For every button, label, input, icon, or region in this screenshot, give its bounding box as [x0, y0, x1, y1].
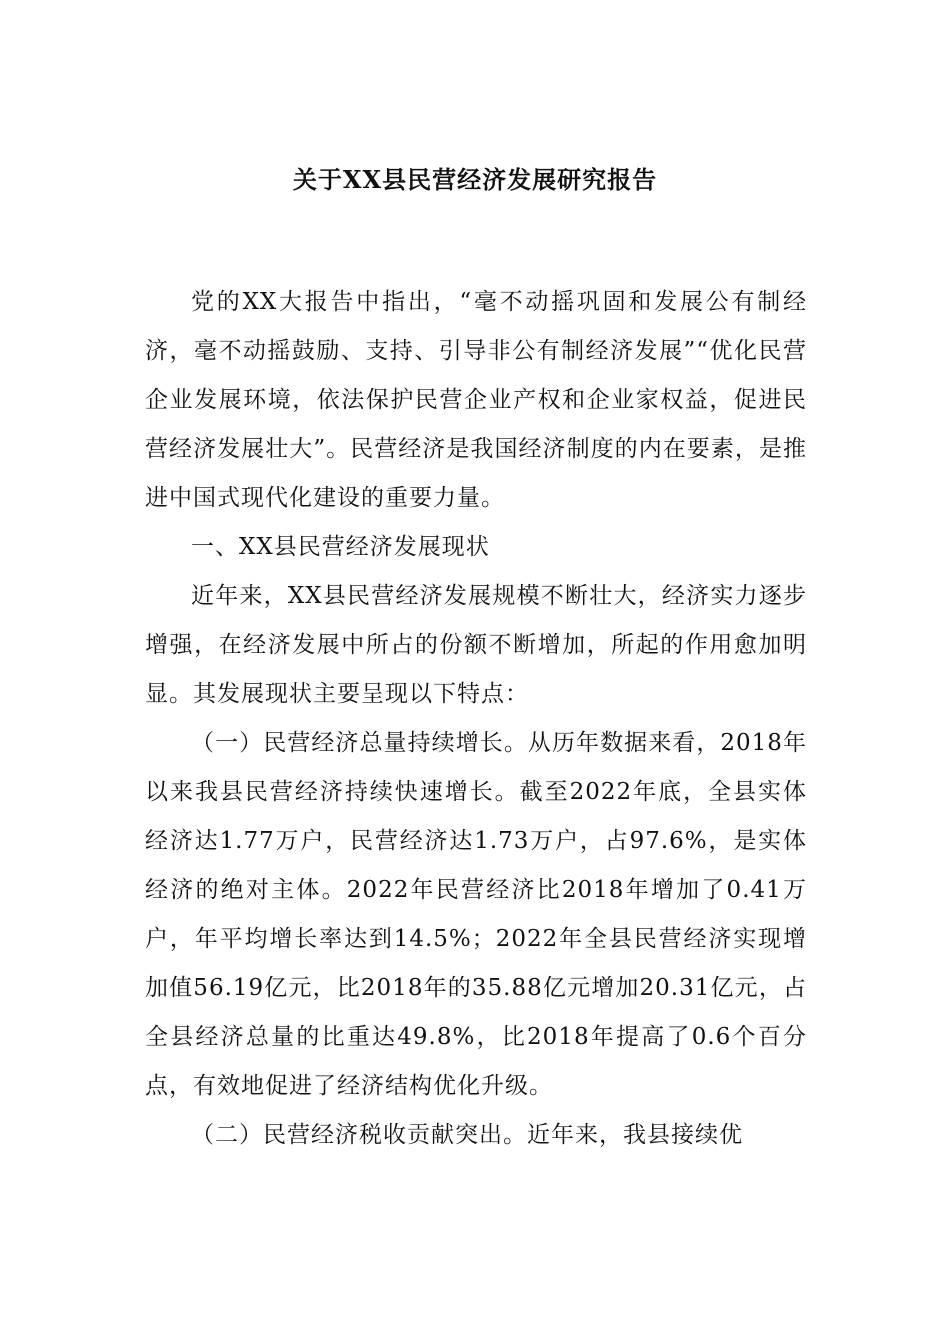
document-title: 关于XX县民营经济发展研究报告 — [292, 165, 658, 194]
subsection-1-paragraph: （一）民营经济总量持续增长。从历年数据来看，2018年以来我县民营经济持续快速增长。截至2022年底，全县实体经济达1.77万户，民营经济达1.73万户，占97.6%，是实体经济的绝对主体。2022年民营经济比2018年增加了0.41万户，年平均增长率达到14.5%；2022年全县民营经济实现增加值56.19亿元，比2018年的35.88亿元增加20.31亿元，占全县经济总量的比重达49.8%，比2018年提高了0.6个百分点，有效地促进了经济结构优化升级。 — [145, 730, 807, 1099]
subsection-2-paragraph: （二）民营经济税收贡献突出。近年来，我县接续优 — [191, 1122, 743, 1148]
section-1-paragraph: 近年来，XX县民营经济发展规模不断壮大，经济实力逐步增强，在经济发展中所占的份额不断增加，所起的作用愈加明显。其发展现状主要呈现以下特点： — [145, 583, 807, 707]
document-body — [145, 278, 807, 1160]
section-heading-1: 一、XX县民营经济发展现状 — [191, 534, 490, 560]
intro-paragraph: 党的XX大报告中指出，“毫不动摇巩固和发展公有制经济，毫不动摇鼓励、支持、引导非公有制经济发展”“优化民营企业发展环境，依法保护民营企业产权和企业家权益，促进民营经济发展壮大”。民营经济是我国经济制度的内在要素，是推进中国式现代化建设的重要力量。 — [145, 289, 807, 511]
